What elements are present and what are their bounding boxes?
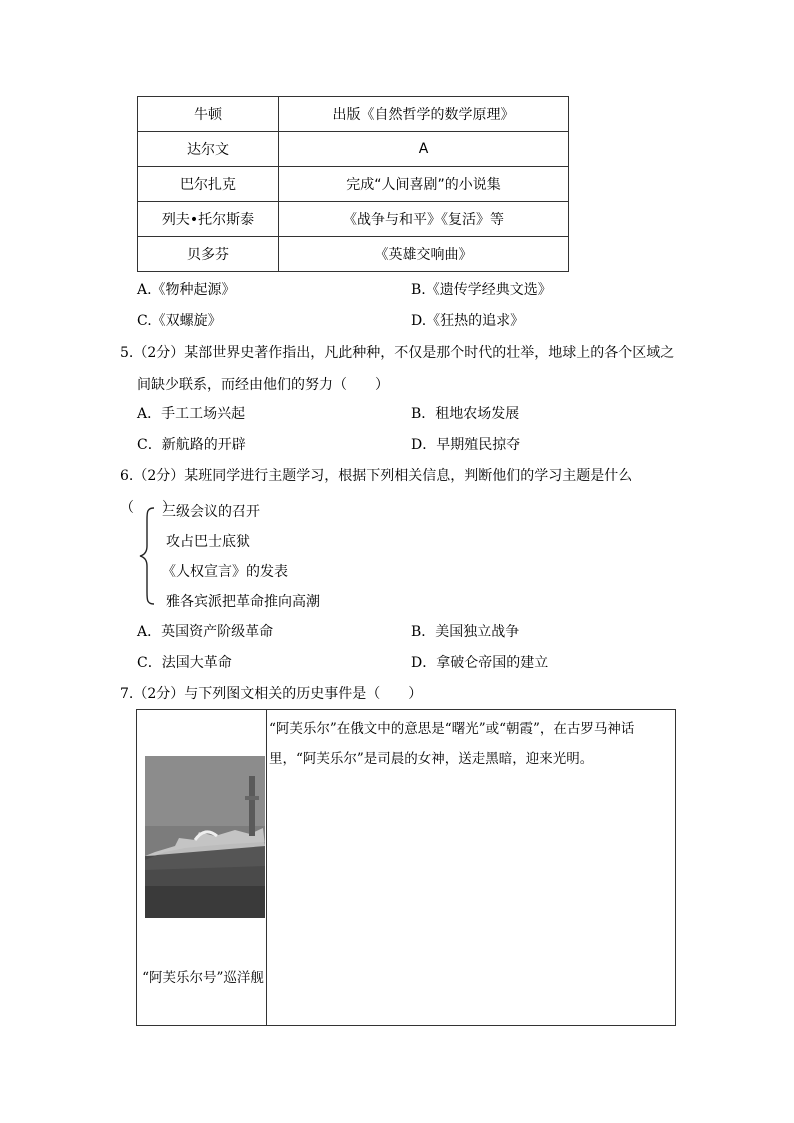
q7-image-text-table bbox=[136, 709, 676, 1026]
q5-option-a[interactable]: A．手工工场兴起 bbox=[137, 406, 246, 422]
table-row bbox=[138, 202, 569, 237]
person-cell: 牛顿 bbox=[138, 97, 279, 132]
q5-option-d[interactable]: D．早期殖民掠夺 bbox=[411, 437, 521, 453]
q7-stem-line: 7.（2分）与下列图文相关的历史事件是（ ） bbox=[120, 686, 423, 702]
q6-stem-line: 6.（2分）某班同学进行主题学习，根据下列相关信息，判断他们的学习主题是什么（ ） bbox=[120, 468, 633, 516]
q6-options-row-1 bbox=[137, 621, 677, 643]
q7-stem bbox=[120, 678, 680, 710]
q4-option-c[interactable]: C.《双螺旋》 bbox=[137, 313, 222, 329]
works-table bbox=[137, 96, 569, 272]
photo-caption: “阿芙乐尔号”巡洋舰 bbox=[142, 970, 264, 986]
image-cell bbox=[137, 710, 267, 1025]
q5-stem-line-1: 5.（2分）某部世界史著作指出，凡此种种，不仅是那个时代的壮举，地球上的各个区域之 bbox=[120, 345, 675, 361]
q4-options-row-2 bbox=[137, 310, 677, 332]
person-cell: 巴尔扎克 bbox=[138, 167, 279, 202]
q4-option-b[interactable]: B.《遗传学经典文选》 bbox=[411, 282, 552, 298]
q5-option-b[interactable]: B．租地农场发展 bbox=[411, 406, 520, 422]
q6-fact: 《人权宣言》的发表 bbox=[162, 564, 288, 580]
person-cell: 列夫•托尔斯泰 bbox=[138, 202, 279, 237]
q6-facts bbox=[162, 498, 320, 618]
person-cell: 达尔文 bbox=[138, 132, 279, 167]
q6-fact: 雅各宾派把革命推向高潮 bbox=[166, 594, 320, 610]
work-cell: 完成“人间喜剧”的小说集 bbox=[279, 167, 569, 202]
q6-fact: 三级会议的召开 bbox=[162, 504, 260, 520]
table-row bbox=[138, 237, 569, 272]
table-row bbox=[138, 97, 569, 132]
q4-options-row-1 bbox=[137, 279, 677, 301]
aurora-description bbox=[269, 714, 671, 774]
q6-options-row-2 bbox=[137, 652, 677, 674]
table-row bbox=[138, 167, 569, 202]
q5-option-c[interactable]: C．新航路的开辟 bbox=[137, 437, 246, 453]
work-cell: 《战争与和平》《复活》等 bbox=[279, 202, 569, 237]
q4-option-d[interactable]: D.《狂热的追求》 bbox=[411, 313, 525, 329]
q6-option-b[interactable]: B．美国独立战争 bbox=[411, 624, 520, 640]
q6-option-a[interactable]: A．英国资产阶级革命 bbox=[137, 624, 274, 640]
aurora-cruiser-photo bbox=[145, 756, 265, 918]
aurora-description-line-1: “阿芙乐尔”在俄文中的意思是“曙光”或“朝霞”，在古罗马神话 bbox=[269, 721, 635, 737]
q6-option-c[interactable]: C．法国大革命 bbox=[137, 655, 232, 671]
aurora-description-line-2: 里，“阿芙乐尔”是司晨的女神，送走黑暗，迎来光明。 bbox=[269, 751, 594, 767]
q4-option-a[interactable]: A.《物种起源》 bbox=[137, 282, 236, 298]
table-row bbox=[138, 132, 569, 167]
work-cell: 出版《自然哲学的数学原理》 bbox=[279, 97, 569, 132]
q5-options-row-1 bbox=[137, 403, 677, 425]
work-cell: 《英雄交响曲》 bbox=[279, 237, 569, 272]
q5-stem-line-2: 间缺少联系，而经由他们的努力（ ） bbox=[137, 377, 389, 393]
brace-icon bbox=[138, 506, 158, 606]
person-cell: 贝多芬 bbox=[138, 237, 279, 272]
work-cell: A bbox=[279, 132, 569, 167]
q6-fact: 攻占巴士底狱 bbox=[166, 534, 250, 550]
q5-options-row-2 bbox=[137, 434, 677, 456]
q5-stem bbox=[120, 337, 680, 401]
q6-option-d[interactable]: D．拿破仑帝国的建立 bbox=[411, 655, 549, 671]
